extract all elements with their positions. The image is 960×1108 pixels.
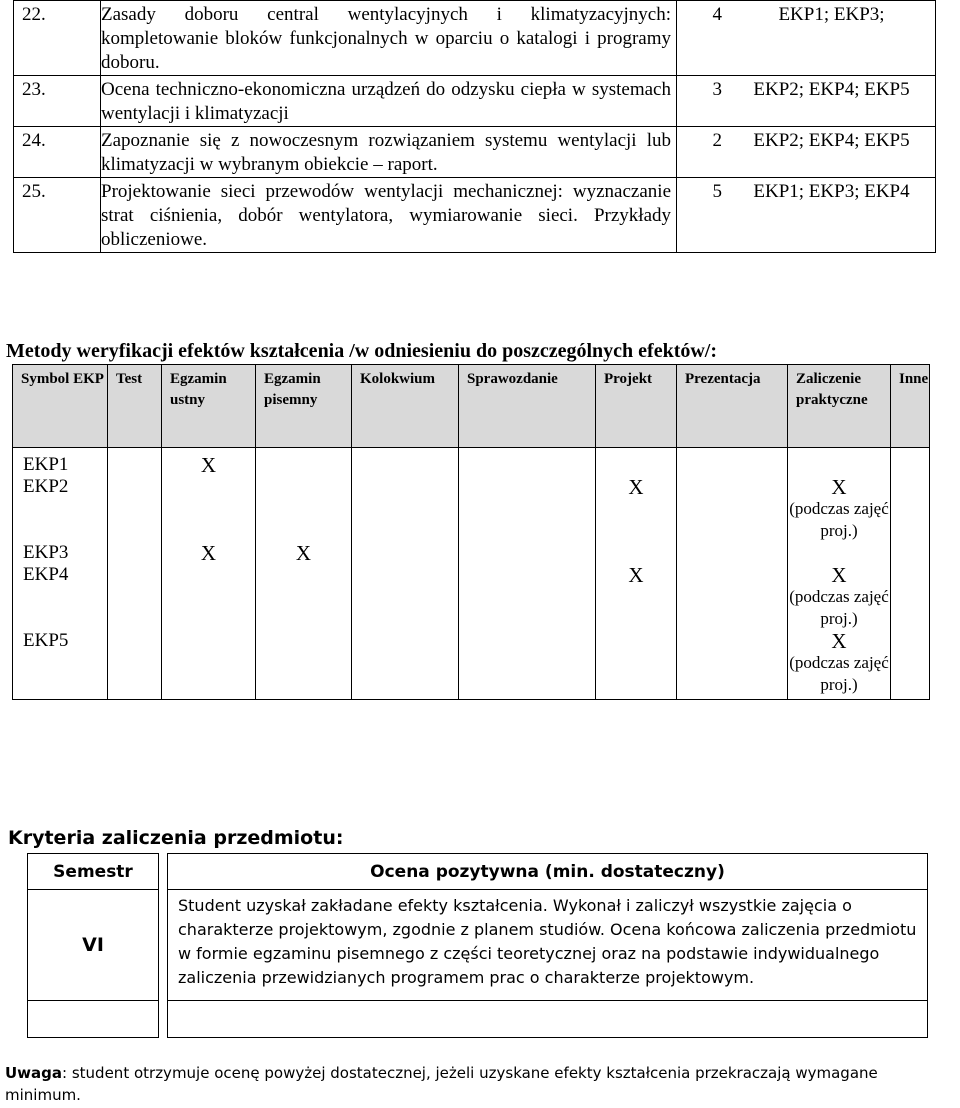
cell-test: [108, 476, 162, 542]
ekp-symbol: EKP5: [13, 630, 108, 700]
cell-inne: [891, 564, 930, 630]
ekp-symbol: EKP3: [13, 542, 108, 564]
table-row: [13, 630, 930, 700]
cell-pisemny: [256, 542, 352, 564]
criteria-description: Student uzyskał zakładane efekty kształcenia. Wykonał i zaliczył wszystkie zajęcia o charakterze projektowym, zgodnie z planem studiów. Ocena końcowa zaliczenia przedmiotu w formie egzaminu pisemnego z części teoretycznej oraz na podstawie indywidualnego zaliczenia przewidzianych programem prac o charakterze projektowym.: [168, 890, 928, 1001]
topic-ekp: EKP1; EKP3; EKP4: [732, 178, 936, 253]
header-test: Test: [108, 365, 162, 448]
header-sprawozdanie: Sprawozdanie: [459, 365, 596, 448]
cell-zaliczenie: [788, 542, 891, 564]
cell-prezentacja: [677, 564, 788, 630]
ekp-symbol: EKP2: [13, 476, 108, 542]
cell-zaliczenie: [788, 476, 891, 542]
cell-sprawozdanie: [459, 630, 596, 700]
cell-pisemny: [256, 564, 352, 630]
topic-text: Zapoznanie się z nowoczesnym rozwiązaniem systemu wentylacji lub klimatyzacji w wybranym obiekcie – raport.: [101, 127, 677, 178]
header-inne: Inne: [891, 365, 930, 448]
note-text: : student otrzymuje ocenę powyżej dostatecznej, jeżeli uzyskane efekty kształcenia przekraczają wymagane minimum.: [5, 1064, 878, 1104]
cell-ustny: [162, 448, 256, 477]
topic-ekp: EKP2; EKP4; EKP5: [732, 76, 936, 127]
header-symbol: Symbol EKP: [13, 365, 108, 448]
cell-inne: [891, 542, 930, 564]
cell-projekt: [596, 476, 677, 542]
cell-kolokwium: [352, 564, 459, 630]
topic-hours: 3: [677, 76, 733, 127]
cell-inne: [891, 448, 930, 477]
column-gap: [159, 890, 168, 1001]
cell-prezentacja: [677, 542, 788, 564]
table-row: [13, 564, 930, 630]
note-paragraph: [5, 1062, 905, 1106]
cell-prezentacja: [677, 630, 788, 700]
cell-ustny: [162, 542, 256, 564]
topic-ekp: EKP1; EKP3;: [732, 1, 936, 76]
cell-ustny: [162, 476, 256, 542]
header-semestr: Semestr: [28, 854, 159, 890]
topic-text: Zasady doboru central wentylacyjnych i klimatyzacyjnych: kompletowanie bloków funkcjonalnych w oparciu o katalogi i programy doboru.: [101, 1, 677, 76]
cell-prezentacja: [677, 476, 788, 542]
header-prezentacja: Prezentacja: [677, 365, 788, 448]
cell-ustny: [162, 630, 256, 700]
table-row: [13, 542, 930, 564]
cell-test: [108, 542, 162, 564]
cell-pisemny: [256, 630, 352, 700]
cell-prezentacja: [677, 448, 788, 477]
mark-x: X: [200, 453, 217, 477]
cell-projekt: [596, 448, 677, 477]
criteria-row: [28, 890, 928, 1001]
mark-x: X: [295, 541, 312, 565]
column-gap: [159, 854, 168, 890]
criteria-empty-row: [28, 1001, 928, 1038]
cell-test: [108, 448, 162, 477]
cell-sprawozdanie: [459, 476, 596, 542]
topic-text: Ocena techniczno-ekonomiczna urządzeń do odzysku ciepła w systemach wentylacji i klimatyzacji: [101, 76, 677, 127]
topic-hours: 2: [677, 127, 733, 178]
cell-pisemny: [256, 448, 352, 477]
mark-x: X: [200, 541, 217, 565]
note-label: Uwaga: [5, 1064, 63, 1082]
cell-kolokwium: [352, 448, 459, 477]
empty-cell: [28, 1001, 159, 1038]
cell-kolokwium: [352, 630, 459, 700]
header-egzamin-ustny: Egzamin ustny: [162, 365, 256, 448]
methods-header-row: [13, 365, 930, 448]
mark-note: (podczas zajęć proj.): [789, 587, 889, 628]
topic-number: 22.: [14, 1, 101, 76]
header-zaliczenie-praktyczne: Zaliczenie praktyczne: [788, 365, 891, 448]
table-row: [13, 476, 930, 542]
header-ocena: Ocena pozytywna (min. dostateczny): [168, 854, 928, 890]
cell-zaliczenie: [788, 448, 891, 477]
semester-value: VI: [28, 890, 159, 1001]
topic-number: 25.: [14, 178, 101, 253]
topic-text: Projektowanie sieci przewodów wentylacji mechanicznej: wyznaczanie strat ciśnienia, dobór wentylatora, wymiarowanie sieci. Przykłady obliczeniowe.: [101, 178, 677, 253]
cell-inne: [891, 476, 930, 542]
mark-x: X: [831, 475, 847, 499]
mark-x: X: [628, 475, 644, 499]
topic-row: [14, 127, 936, 178]
mark-note: (podczas zajęć proj.): [789, 653, 889, 694]
cell-projekt: [596, 630, 677, 700]
cell-kolokwium: [352, 542, 459, 564]
topic-hours: 5: [677, 178, 733, 253]
methods-table: [12, 364, 930, 700]
cell-pisemny: [256, 476, 352, 542]
criteria-title: Kryteria zaliczenia przedmiotu:: [8, 827, 344, 849]
column-gap: [159, 1001, 168, 1038]
header-projekt: Projekt: [596, 365, 677, 448]
topic-hours: 4: [677, 1, 733, 76]
topics-table: [13, 0, 936, 253]
table-row: [13, 448, 930, 477]
topic-number: 23.: [14, 76, 101, 127]
mark-note: (podczas zajęć proj.): [789, 499, 889, 540]
topic-row: [14, 76, 936, 127]
mark-x: X: [628, 563, 644, 587]
topic-ekp: EKP2; EKP4; EKP5: [732, 127, 936, 178]
mark-x: X: [831, 629, 847, 653]
cell-projekt: [596, 542, 677, 564]
topic-row: [14, 178, 936, 253]
cell-inne: [891, 630, 930, 700]
ekp-symbol: EKP4: [13, 564, 108, 630]
header-egzamin-pisemny: Egzamin pisemny: [256, 365, 352, 448]
ekp-symbol: EKP1: [13, 448, 108, 477]
empty-cell: [168, 1001, 928, 1038]
cell-test: [108, 564, 162, 630]
mark-x: X: [831, 563, 847, 587]
header-kolokwium: Kolokwium: [352, 365, 459, 448]
cell-sprawozdanie: [459, 542, 596, 564]
cell-test: [108, 630, 162, 700]
topic-row: [14, 1, 936, 76]
criteria-header-row: [28, 854, 928, 890]
cell-zaliczenie: [788, 630, 891, 700]
cell-sprawozdanie: [459, 448, 596, 477]
cell-projekt: [596, 564, 677, 630]
cell-ustny: [162, 564, 256, 630]
cell-sprawozdanie: [459, 564, 596, 630]
cell-zaliczenie: [788, 564, 891, 630]
criteria-table: [27, 853, 928, 1038]
cell-kolokwium: [352, 476, 459, 542]
topic-number: 24.: [14, 127, 101, 178]
methods-title: Metody weryfikacji efektów kształcenia /w odniesieniu do poszczególnych efektów/:: [6, 340, 718, 362]
